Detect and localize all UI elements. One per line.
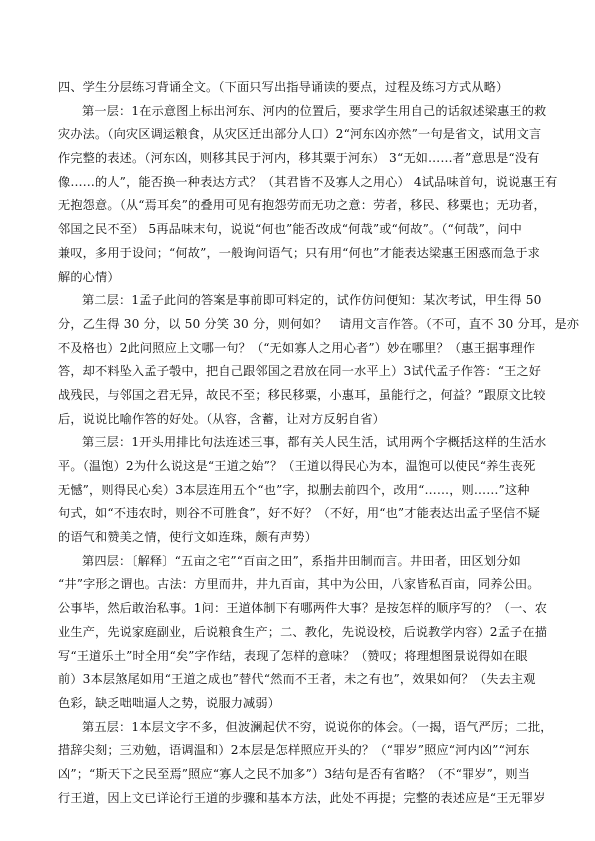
section-heading: 四、学生分层练习背诵全文。（下面只写出指导诵读的要点，过程及练习方式从略） [58,80,509,94]
paragraph-line: 的语气和赞美之情，使行文如连珠，颇有声势） [58,530,318,545]
paragraph-line: 措辞尖刻；三劝勉，语调温和）2本层是怎样照应开头的？（“罪岁”照应“河内凶”“河东 [58,743,530,758]
paragraph-line: 分，乙生得 30 分，以 50 分笑 30 分，则何如？ 请用文言作答。（不可，直不 30 分耳，是亦 [58,316,580,331]
paragraph-line: 凶”；“斯天下之民至焉”照应“寡人之民不加多”）3结句是否有省略？（不“罪岁”，则当 [58,766,531,781]
paragraph-line: 业生产，先说家庭副业，后说粮食生产；二、教化，先说设校，后说教学内容）2孟子在描 [58,624,548,639]
paragraph-line: 作完整的表述。（河东凶，则移其民于河内，移其粟于河东） 3“无如……者”意思是“没有 [58,151,540,166]
paragraph-line: 句式，如“不违农时，则谷不可胜食”，好不好？（不好，用“也”才能表达出孟子坚信不疑 [58,506,541,521]
paragraph-line: 色彩，缺乏咄咄逼人之势，说服力减弱） [58,695,281,710]
paragraph-line: 第二层：1孟子此问的答案是事前即可料定的，试作仿问便知：某次考试，甲生得 50 [82,293,542,308]
paragraph-line: 答，却不料坠入孟子彀中，把自己跟邻国之君放在同一水平上）3试代孟子作答：“王之好 [58,364,542,379]
paragraph-line: “井”字形之谓也。古法：方里而井，井九百亩，其中为公田，八家皆私百亩，同养公田。 [58,577,540,592]
paragraph-line: 无抱怨意。（从“焉耳矣”的叠用可见有抱怨劳而无功之意：劳者，移民、移粟也；无功者， [58,198,546,213]
paragraph-line: 战残民，与邻国之君无异，故民不至；移民移粟，小惠耳，虽能行之，何益？”跟原文比较 [58,387,546,402]
paragraph-line: 无憾”，则得民心矣）3本层连用五个“也”字，拟删去前四个，改用“……，则……”这种 [58,482,530,497]
paragraph-line: 写“王道乐土”时全用“矣”字作结，表现了怎样的意味？（赞叹；将理想图景说得如在眼 [58,648,528,663]
paragraph-line: 前）3本层煞尾如用“王道之成也”替代“然而不王者，未之有也”，效果如何？（失去主观 [58,672,536,687]
paragraph-line: 公事毕，然后敢治私事。1问：王道体制下有哪两件大事？是按怎样的顺序写的？（一、农 [58,601,548,616]
paragraph-line: 邻国之民不至） 5再品味末句，说说“何也”能否改成“何哉”或“何故”。（“何哉”，问中 [58,222,523,237]
paragraph-line: 第三层：1开头用排比句法连述三事，都有关人民生活，试用两个字概括这样的生活水 [82,435,547,450]
paragraph-line: 第一层：1在示意图上标出河东、河内的位置后，要求学生用自己的话叙述梁惠王的救 [82,103,547,118]
paragraph-line: 兼叹，多用于设问；“何故”，一般询问语气；只有用“何也”才能表达梁惠王困惑而急于求 [58,245,541,260]
paragraph-line: 行王道，因上文已详论行王道的步骤和基本方法，此处不再提；完整的表述应是“王无罪岁 [58,790,546,805]
paragraph-line: 像……的人”，能否换一种表达方式？（其君皆不及寡人之用心） 4试品味首句，说说惠王有 [58,174,558,189]
document-body [58,76,580,810]
paragraph-line: 第五层：1本层文字不多，但波澜起伏不穷，说说你的体会。（一揭，语气严厉；二批， [82,719,553,734]
paragraph-line: 平。（温饱）2为什么说这是“王道之始”？（王道以得民心为本，温饱可以使民“养生丧死 [58,459,536,473]
paragraph-line: 第四层：〔解释〕“五亩之宅”“百亩之田”，系指井田制而言。井田者，田区划分如 [82,553,521,568]
paragraph-line: 不及格也）2此问照应上文哪一句？（“无如寡人之用心者”）妙在哪里？（惠王据事理作 [58,340,536,355]
paragraph-line: 灾办法。（向灾区调运粮食，从灾区迁出部分人口）2“河东凶亦然”一句是省文，试用文言 [58,127,542,142]
paragraph-line: 解的心情） [58,269,120,284]
paragraph-line: 后，说说比喻作答的好处。（从容，含蓄，让对方反躬自省） [58,411,386,426]
